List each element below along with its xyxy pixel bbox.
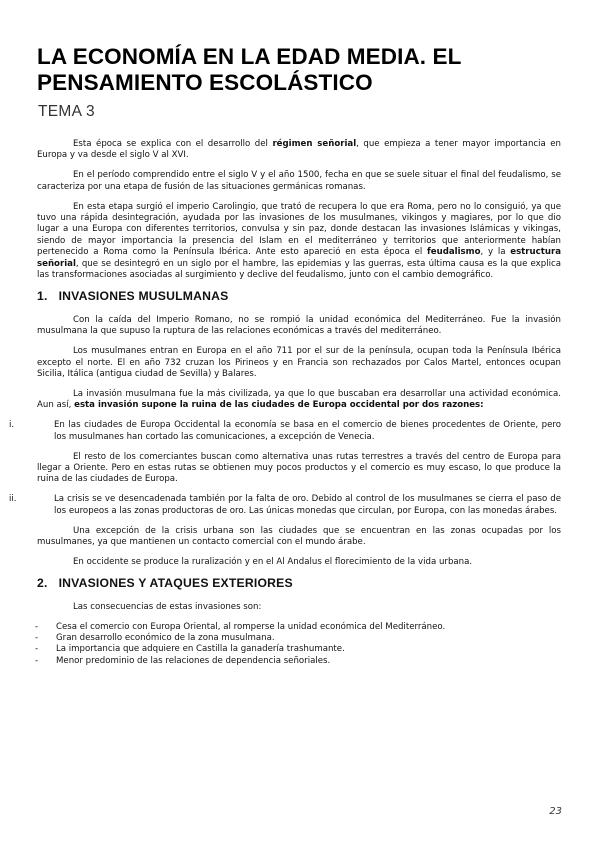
term-regimen-senorial: régimen señorial: [272, 139, 357, 149]
document-body: [9, 139, 562, 667]
intro-paragraph-1: Esta época se explica con el desarrollo del régimen señorial, que empieza a tener mayor importancia en Europa y va desde el siglo V al XVI.: [37, 139, 562, 161]
section-1-paragraph-3: La invasión musulmana fue la más civilizada, ya que lo que buscaban era desarrollar una actividad económica. Aun así, esta invasión supone la ruina de las ciudades de Europa occidental por dos razones:: [37, 388, 561, 411]
section-1-paragraph-1: Con la caída del Imperio Romano, no se rompió la unidad económica del Mediterráneo. Fue la invasión musulmana la que supuso la ruptura de las relaciones económicas a través del mediterráneo.: [37, 314, 561, 337]
section-1-title: INVASIONES MUSULMANAS: [58, 289, 229, 304]
roman-numeral-ii: ii.: [9, 494, 17, 505]
section-2-title: INVASIONES Y ATAQUES EXTERIORES: [58, 576, 293, 591]
reason-item-i-detail: El resto de los comerciantes buscan como alternativa unas rutas terrestres a través del centro de Europa para llegar a Oriente. Pero en estas rutas se obtienen muy pocos productos y el comercio es muy escaso, lo que produce la ruina de las ciudades de Europa.: [37, 451, 561, 485]
section-2-heading: [37, 578, 561, 589]
intro-paragraph-3: En esta etapa surgió el imperio Carolingio, que trató de recupera lo que era Roma, pero no lo consiguió, ya que tuvo una rápida desintegración, ayudada por las invasiones de los musulmanes, vikingos y magiares, por lo que dio lugar a una Europa con diferentes territorios, convulsa y sin paz, donde destacan las invasiones Islámicas y vikingas, siendo de mayor importancia la presencia del Islam en el mediterráneo y territorios que anteriormente habían pertenecido a Roma como la Península Ibérica. Ante esto apareció en esta época el feudalismo, y la estructura señorial, que se desintegró en un siglo por el hambre, las epidemias y las guerras, esta última causa es la que explica las transformaciones asociadas al surgimiento y declive del feudalismo, junto con el cambio demográfico.: [37, 201, 561, 281]
page-number: 23: [549, 806, 562, 817]
page-title: LA ECONOMÍA EN LA EDAD MEDIA. EL PENSAMIENTO ESCOLÁSTICO: [37, 44, 462, 95]
page-subtitle: TEMA 3: [38, 103, 95, 120]
reason-item-ii-detail: Una excepción de la crisis urbana son las ciudades que se encuentran en las zonas ocupadas por los musulmanes, ya que mantienen un contacto comercial con el mundo árabe.: [37, 525, 561, 547]
term-estructura-senorial: estructura señorial: [37, 247, 561, 269]
dash-bullet: -: [35, 644, 39, 655]
list-item: - Gran desarrollo económico de la zona musulmana.: [35, 633, 275, 643]
list-item: - La importancia que adquiere en Castilla la ganadería trashumante.: [35, 644, 345, 655]
reason-item-ii: ii. La crisis se ve desencadenada también por la falta de oro. Debido al control de los musulmanes se cierra el paso de los europeos a las zonas productoras de oro. Las únicas monedas que circulan, por Europa, con las monedas árabes.: [9, 494, 561, 516]
section-2-number: 2.: [37, 576, 48, 591]
section-1-closing: En occidente se produce la ruralización y en el Al Andalus el florecimiento de la vida urbana.: [73, 556, 473, 567]
section-1-heading: [37, 291, 561, 302]
section-1-number: 1.: [37, 289, 48, 304]
section-2-lead: Las consecuencias de estas invasiones son:: [73, 601, 262, 612]
dash-bullet: -: [35, 621, 39, 632]
dash-bullet: -: [35, 655, 39, 666]
roman-numeral-i: i.: [9, 420, 15, 431]
consequences-list: [37, 622, 561, 668]
key-statement: esta invasión supone la ruina de las ciudades de Europa occidental por dos razones:: [74, 400, 484, 411]
dash-bullet: -: [35, 633, 39, 643]
list-item: - Menor predominio de las relaciones de dependencia señoriales.: [35, 655, 331, 666]
list-item: - Cesa el comercio con Europa Oriental, al romperse la unidad económica del Mediterráneo.: [35, 621, 446, 632]
term-feudalismo: feudalismo: [427, 247, 481, 258]
section-1-paragraph-2: Los musulmanes entran en Europa en el año 711 por el sur de la península, ocupan toda la Península Ibérica excepto el norte. El en año 732 cruzan los Pirineos y en Francia son rechazados por Calos Martel, entonces ocupan Sicilia, Itálica (antigua ciudad de Sevilla) y Balares.: [37, 346, 561, 379]
intro-paragraph-2: En el período comprendido entre el siglo V y el año 1500, fecha en que se suele situar el final del feudalismo, se caracteriza por una etapa de fusión de las situaciones germánicas romanas.: [37, 170, 561, 192]
reason-item-i: i. En las ciudades de Europa Occidental la economía se basa en el comercio de bienes procedentes de Oriente, pero los musulmanes han cortado las comunicaciones, a excepción de Venecia.: [9, 420, 561, 442]
